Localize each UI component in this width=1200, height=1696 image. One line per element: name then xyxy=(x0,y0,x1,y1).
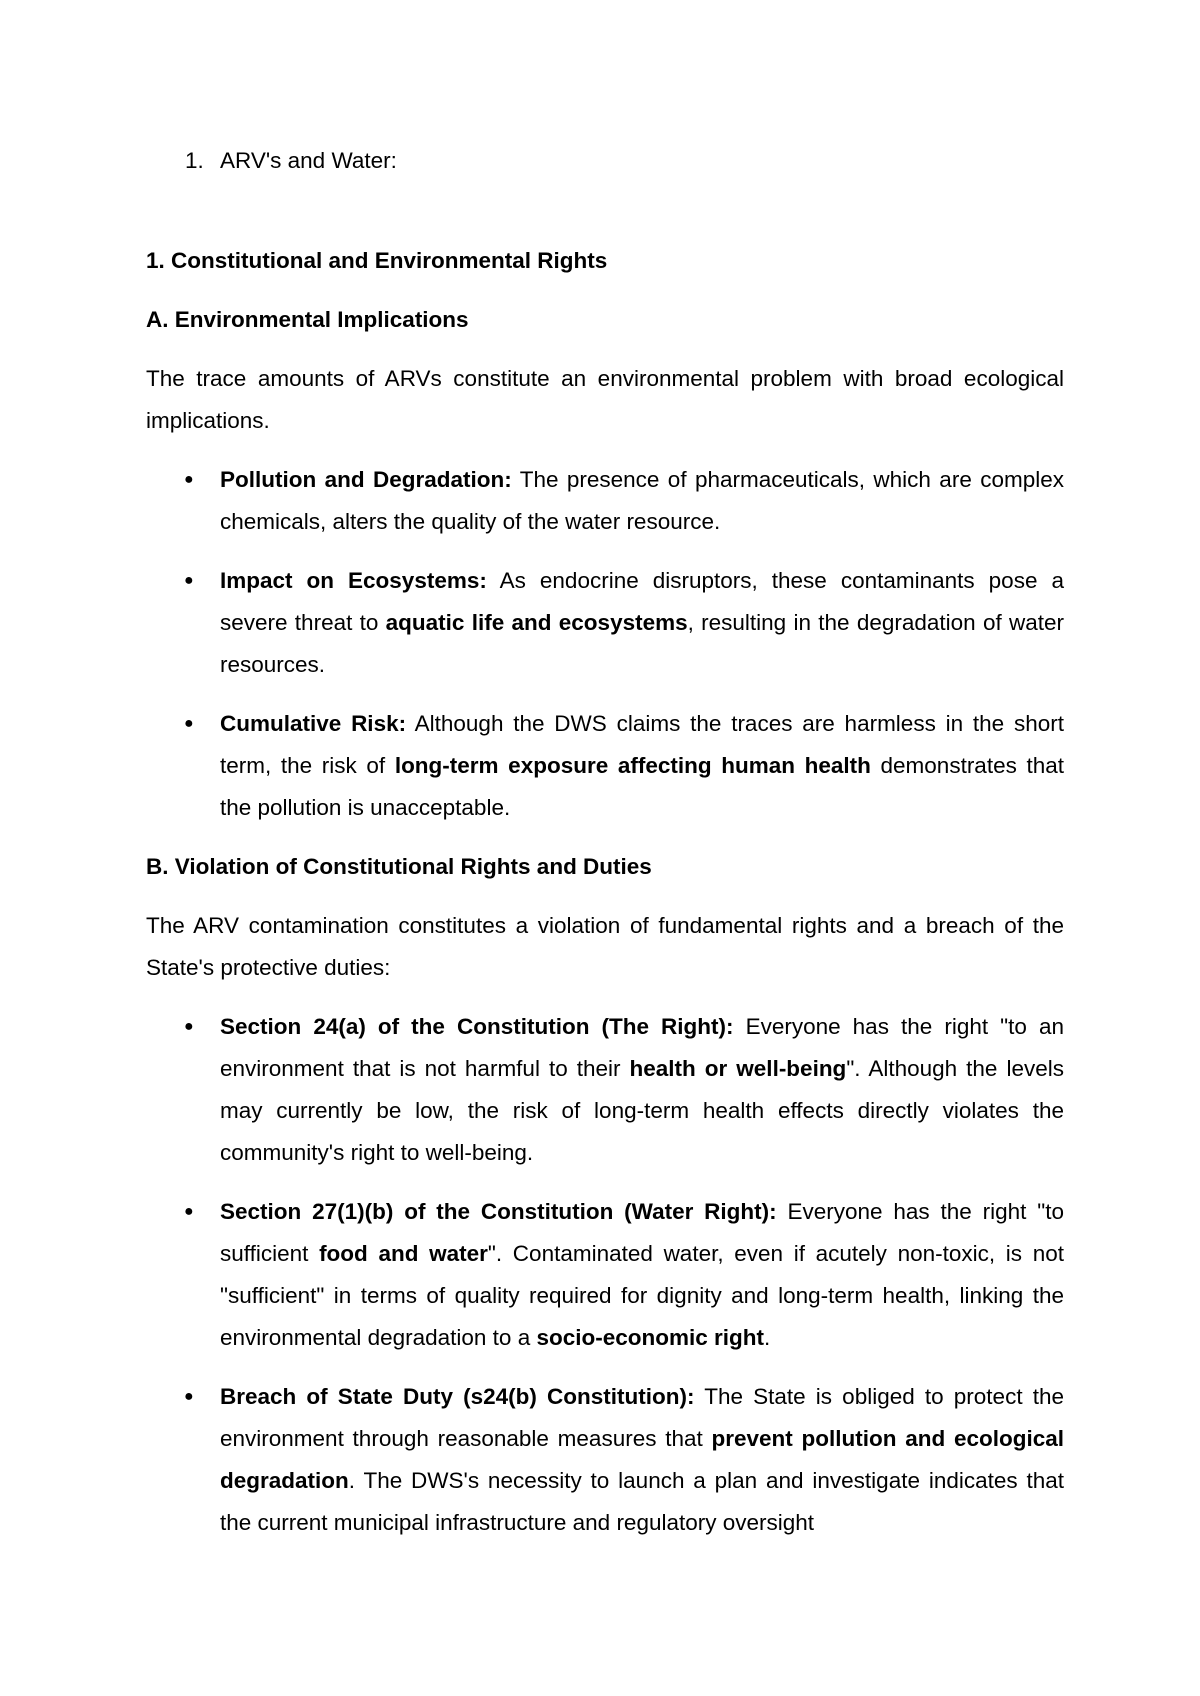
list-item xyxy=(146,459,1064,543)
bullet-text: As endocrine disruptors, these contaminants pose a severe threat to xyxy=(220,568,1064,635)
bullet-text: . xyxy=(764,1325,771,1350)
bullet-icon: ● xyxy=(184,1018,194,1035)
section-heading-a: A. Environmental Implications xyxy=(146,307,469,332)
bullet-icon: ● xyxy=(184,471,194,488)
bullet-lead: Breach of State Duty (s24(b) Constitution): xyxy=(220,1384,695,1409)
section-a-bullet-list xyxy=(146,459,1064,829)
list-item xyxy=(146,1191,1064,1359)
list-item xyxy=(146,1006,1064,1174)
bullet-lead: Pollution and Degradation: xyxy=(220,467,512,492)
bullet-emphasis: food and water xyxy=(319,1241,488,1266)
bullet-icon: ● xyxy=(184,715,194,732)
list-item xyxy=(146,703,1064,829)
bullet-icon: ● xyxy=(184,1203,194,1220)
bullet-icon: ● xyxy=(184,572,194,589)
section-b-intro: The ARV contamination constitutes a violation of fundamental rights and a breach of the State's protective duties: xyxy=(146,913,1064,980)
bullet-text: Although the DWS claims the traces are harmless in the short term, the risk of xyxy=(220,711,1064,778)
bullet-text: ". Although the levels may currently be low, the risk of long-term health effects directly violates the community's right to well-being. xyxy=(220,1056,1064,1165)
bullet-text: Everyone has the right "to sufficient xyxy=(220,1199,1064,1266)
bullet-text: . The DWS's necessity to launch a plan and investigate indicates that the current municipal infrastructure and regulatory oversight xyxy=(220,1468,1064,1535)
list-item xyxy=(146,1376,1064,1544)
bullet-emphasis: prevent pollution and ecological degradation xyxy=(220,1426,1064,1493)
bullet-emphasis: long-term exposure affecting human health xyxy=(394,753,871,778)
list-item xyxy=(146,560,1064,686)
bullet-lead: Cumulative Risk: xyxy=(220,711,407,736)
document-body xyxy=(146,140,1064,1561)
bullet-text: , resulting in the degradation of water resources. xyxy=(220,610,1065,677)
bullet-text: demonstrates that the pollution is unacceptable. xyxy=(220,753,1064,820)
section-b-bullet-list xyxy=(146,1006,1064,1544)
list-number: 1. xyxy=(185,148,204,173)
bullet-icon: ● xyxy=(184,1388,194,1405)
bullet-text: ". Contaminated water, even if acutely non-toxic, is not "sufficient" in terms of quality required for dignity and long-term health, linking the environmental degradation to a xyxy=(220,1241,1064,1350)
bullet-lead: Section 24(a) of the Constitution (The Right): xyxy=(220,1014,734,1039)
numbered-title xyxy=(185,140,1064,182)
bullet-emphasis: aquatic life and ecosystems xyxy=(385,610,688,635)
bullet-lead: Section 27(1)(b) of the Constitution (Water Right): xyxy=(220,1199,777,1224)
section-heading-b: B. Violation of Constitutional Rights and Duties xyxy=(146,854,652,879)
bullet-text: Everyone has the right "to an environment that is not harmful to their xyxy=(220,1014,1064,1081)
bullet-text: The presence of pharmaceuticals, which are complex chemicals, alters the quality of the water resource. xyxy=(220,467,1064,534)
numbered-title-text: ARV's and Water: xyxy=(220,148,397,173)
bullet-emphasis: health or well-being xyxy=(629,1056,847,1081)
bullet-text: The State is obliged to protect the environment through reasonable measures that xyxy=(220,1384,1064,1451)
section-heading-1: 1. Constitutional and Environmental Rights xyxy=(146,248,608,273)
bullet-lead: Impact on Ecosystems: xyxy=(220,568,487,593)
section-a-intro: The trace amounts of ARVs constitute an environmental problem with broad ecological implications. xyxy=(146,366,1064,433)
bullet-emphasis: socio-economic right xyxy=(536,1325,764,1350)
